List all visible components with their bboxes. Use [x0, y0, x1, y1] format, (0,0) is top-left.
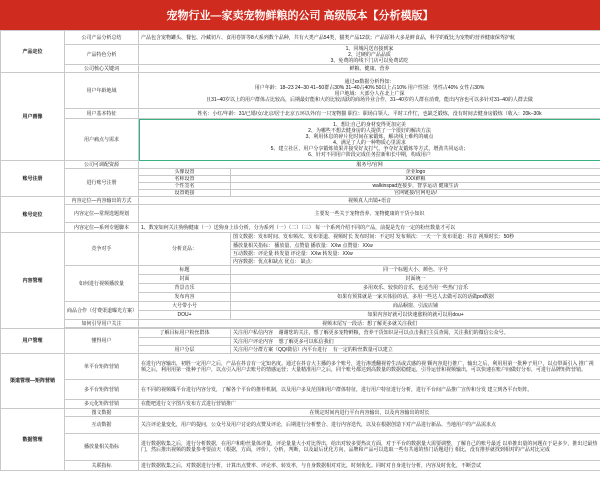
- competitor-label: 竞争对手: [65, 233, 139, 266]
- data-row-label: 图文数据: [65, 409, 139, 417]
- section-account-label: 账号注册: [1, 161, 65, 197]
- channel-row-content: 在能吧进行文字图片发布方式进行营销推广: [139, 400, 600, 409]
- section-user-label: 用户管理: [1, 329, 65, 354]
- product-row-label: 产品特色分析: [65, 45, 139, 65]
- account-field-value: 官网链接/官网电话/: [231, 190, 600, 197]
- persona-row-content: 通过xx数据分析得知： 用户年龄：18–23 24–30 41–50群占30% 31–40占40% 50以上占10% 用户性别：男性占40% 女性占30% 用户地域：大部分人在北上广深 且31–40岁以上的用户群体占比较高，后期最好能和大的比较活跃的商场异业合作，31–40岁的人群在消费，能出内容也可以多针对31–40的人群去做: [139, 73, 600, 109]
- account-row-label: 公司可调配资源: [65, 161, 139, 169]
- competitor-metric: 互动数据：评论量 转发量 评论量：XXw 转发量：XXw: [231, 250, 600, 258]
- positioning-row-content: 1、数宠如何关注狗狗健康（一）送狗身上诊分析，分为系列（一）（二）（三） 每一个系列介绍不同的产品，前提是先有一定的粉丝数量才可以: [139, 223, 600, 233]
- product-row-content: 产品包含宠物罐头、餐包、冷藏切片、食用卷饼等8大系列数个品种，共有大类产品54类，猫类产品12款；产品原料大多是鲜食品，科学的配比为宠物的营养健康保驾护航: [139, 31, 600, 45]
- account-field-key: 名称设置: [139, 176, 231, 183]
- user-group-key: [139, 338, 231, 346]
- analysis-label: 分析竞品：: [139, 233, 231, 266]
- competitor-metric: 内容数据：优点和缺点 优点： 缺点：: [231, 258, 600, 266]
- rule-key: 标题: [139, 266, 231, 275]
- channel-row-content: 在进行内容输出，初胜一定用户之后，产品在抖音有一定知名度。通过在抖音大主播的多个账号，进行渗透翻视着生活或式感的视 颗内容进行推广，输出之后，利用用第一批种子用户，以点带面引入 推广视频之后，利用用第一批种子用户，以点引入用户去账号的情感运营；大量精准用户之后，同个账号都达到高数量的数据稳健运，引导运营和视频输出，可以快速在账户间做好分布，可进行品牌矩阵营销。: [139, 354, 600, 380]
- account-field-key: 个性签名: [139, 183, 231, 190]
- section-content-label: 内容管理: [1, 233, 65, 329]
- merchant-value: 如果内容好就可以快速涨粉的就可以用dou+: [231, 311, 600, 320]
- user-group-note: 想了解更多可以私信我们: [278, 338, 334, 345]
- follow-label: 如何引导用户关注: [65, 320, 139, 328]
- merchant-value: 商品橱窗、引流店铺: [231, 302, 600, 311]
- follow-content: 视频末尾写一段话：想了解更多就关注我们: [139, 320, 600, 328]
- user-group-key: 用户分层: [139, 346, 231, 354]
- rule-key: 背景音乐: [139, 284, 231, 293]
- user-group-detail: [231, 329, 600, 338]
- persona-row-label: 用户痛点与需求: [65, 119, 139, 161]
- product-row-content: 1、同城闪送直接到家 2、过硬的产品品质 3、免费的的线下门店可以免费试吃: [139, 45, 600, 65]
- data-row-label: 播放量相关指标: [65, 434, 139, 461]
- account-field-key: 头像设置: [139, 169, 231, 176]
- user-group-detail: [231, 346, 600, 354]
- account-field-value: 企业logo: [231, 169, 600, 176]
- competitor-metric: 播放量相关指标： 播放量、点赞量 播放量：XXw 点赞量：XXw: [231, 242, 600, 250]
- account-field-value: walkinspad连接步，智享运动 健康生活: [231, 183, 600, 190]
- user-group-value: 关注用户私信内容: [233, 330, 274, 336]
- persona-row-label: 用户年龄地域: [65, 73, 139, 109]
- channel-row-label: 多平台矩阵营销: [65, 380, 139, 400]
- data-row-label: 互动数据: [65, 417, 139, 434]
- merchant-key: DOU+: [139, 311, 231, 320]
- persona-row-content: 1、想让自己的身材变得更加完美 2、为哪些不想去健身房的人提供了一个很好的解决方法 3、利用休息的碎片化时间在家锻炼，解决线上难约的痛点 4、满足了人的一种物质心里需求 5、建立社区，用户分享锻炼效果并接受好友打气，争夺好友锻炼等方式，增劲共同运动； 6、针对不同用户阶段完成任务拉新和长中期，构成用户: [139, 119, 600, 161]
- account-field-key: 设置链接: [139, 190, 231, 197]
- data-row-content: 进行数据收集之后，对数据进行分析，计算出点赞率、评论率、转发率，与自身数据相对对比，时刻优化。同时对自身进行分析，内容及时优化，不断尝试: [139, 461, 600, 471]
- persona-row-content: 姓名：小红/年龄：31/已婚/女/北京/居于北京五环以外/有一只宠物猫 职位：职场白领人、平时工作忙，也缺乏锻炼，没有时间去健身房锻炼（收入：20k–30k: [139, 109, 600, 119]
- positioning-row-content: 视频真人出镜+语音: [139, 197, 600, 205]
- user-group-value: 关注用户评论内容: [233, 338, 274, 345]
- play-rules-label: 如何进行视频播放量: [65, 266, 139, 302]
- data-row-content: 进行数据收集之后，进行分析数据，在用户和粉丝量体评量，评论量量大小对比得出，给出对较多要热议方面，对于平台的数据量大需要调整，了解自己的账号最近 以单推出量的问题在于是多少，推出过最热门，然后推出视频的数量参考要前天（根据，方面，评价），分析，判断，以及最后优化方向，品牌和产品可以选取一些有共通的热门话题进行 相比，没有推荐就找到相对的产品对比完成: [139, 434, 600, 461]
- channel-row-label: 多元化矩阵营销: [65, 400, 139, 409]
- channel-row-label: 单平台矩阵营销: [65, 354, 139, 380]
- product-row-content: 鲜粮、健康、营养: [139, 65, 600, 73]
- product-row-label: 公司产品分析总结: [65, 31, 139, 45]
- rule-key: 发布内容: [139, 293, 231, 302]
- section-positioning-label: 账号定位: [1, 197, 65, 233]
- persona-row-label: 用户基本特征: [65, 109, 139, 119]
- account-row-content: 服务号/官网: [139, 161, 600, 169]
- data-row-label: 关联指标: [65, 461, 139, 471]
- user-row-label: 懂得用户: [65, 329, 139, 354]
- merchant-key: 大号带小号: [139, 302, 231, 311]
- section-persona-label: 用户画像: [1, 73, 65, 161]
- user-group-note: 谢谢您的关注，想了解更多宠物鲜粮，营养干货知识是可以点击我们主页查阅，关注我们的微信公众号。: [278, 330, 509, 336]
- rule-value: 如果有预算就是一家买体验的话，多用一些达人去做可以的话做poi数据: [231, 293, 600, 302]
- rule-value: 同一个标题大小、颜色、字号: [231, 266, 600, 275]
- positioning-row-label: 内容定位—内容输出的方式: [65, 197, 139, 205]
- account-row-label: 进行账号注册: [65, 169, 139, 197]
- rule-value: 封面统一: [231, 275, 600, 284]
- positioning-row-label: 内容定位—系列专题脚本: [65, 223, 139, 233]
- section-data-label: 数据管理: [1, 409, 65, 471]
- user-group-detail: [231, 338, 600, 346]
- document-title: 宠物行业—家卖宠物鲜粮的公司 高级版本【分析模版】: [0, 0, 600, 30]
- competitor-metric: 图文数据：发布时间、发布频次、发布渠道、视频时长 发布时间：不定时 发布频次：一天一个 发布渠道：抖音 视频时长：50秒: [231, 233, 600, 242]
- data-row-content: 在规定时间内进行平台内容输出，以及内容输出的时长: [139, 409, 600, 417]
- user-group-note: 有一定的粉丝数量可以建立: [332, 346, 393, 353]
- product-row-label: 公司核心关键词: [65, 65, 139, 73]
- merchant-label: 商品合作（付费渠道曝光方案）: [65, 302, 139, 320]
- account-field-value: XXX鲜粮: [231, 176, 600, 183]
- channel-row-content: 在不同的视频媒平台进行内容分发，了解各个平台的推荐机制，以及用户多及范围和用户群体特征，进行用户特征进行分析，进行平台间产品推广宣传和分发 建立到各平台矩阵。: [139, 380, 600, 400]
- analysis-table: [0, 30, 600, 471]
- positioning-row-label: 内容定位—常规选题规划: [65, 205, 139, 223]
- rule-value: 多用欢乐、较快的音乐，也适当用一些热门音乐: [231, 284, 600, 293]
- positioning-row-content: 主要发一些关于宠物营养、宠物健康的干货小知识: [139, 205, 600, 223]
- user-group-key: 了解目标用户粉丝群体: [139, 329, 231, 338]
- section-product-label: 产品定位: [1, 31, 65, 73]
- data-row-content: 关注评论量变化，用户的提问，公众号及用户讨论的点赞及评论，后期进行分析整合、进行内容迭代，以及在根据创造下对产品进行新品、当地用户的产品需求点: [139, 417, 600, 434]
- user-group-value: 关注用户分群方案（QQ/微信）内平台进行: [233, 346, 328, 353]
- rule-key: 封面: [139, 275, 231, 284]
- section-channel-label: 渠道管理—矩阵营销: [1, 354, 65, 409]
